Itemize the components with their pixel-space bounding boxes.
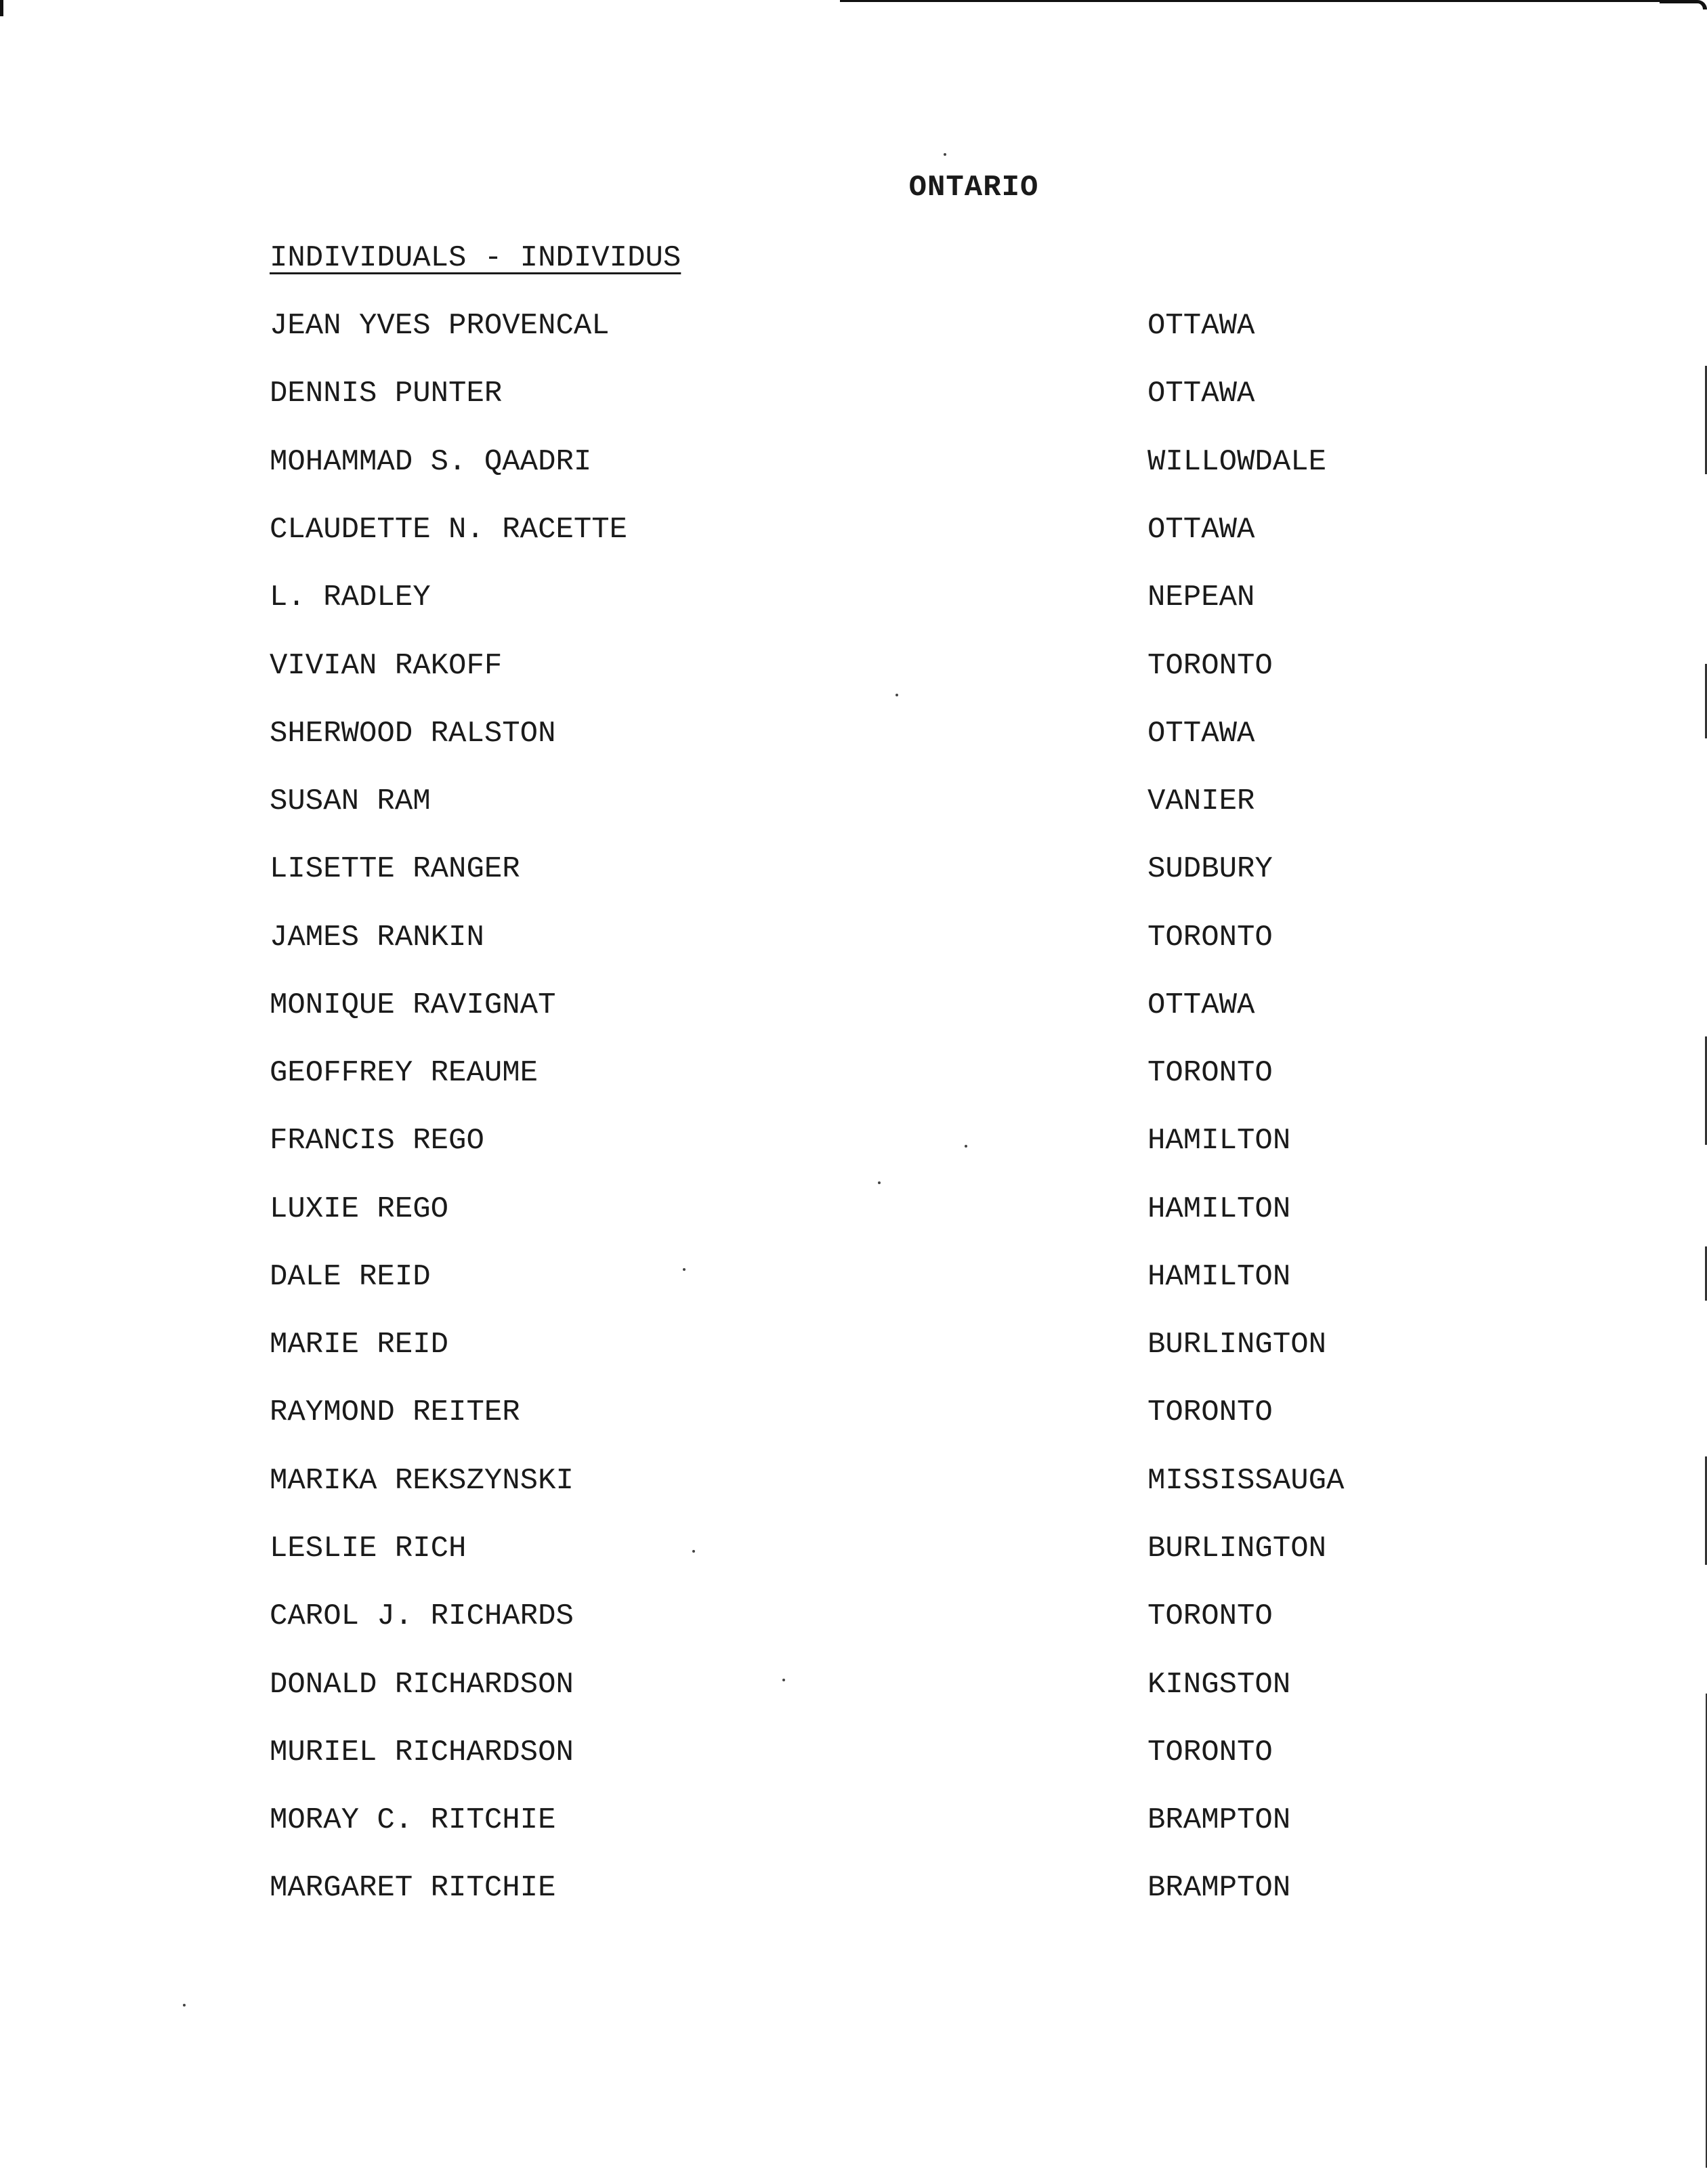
entry-city: OTTAWA xyxy=(1147,377,1255,411)
entry-name: CLAUDETTE N. RACETTE xyxy=(270,513,628,547)
scan-speck xyxy=(944,153,946,156)
entry-name: JEAN YVES PROVENCAL xyxy=(270,309,610,343)
list-item xyxy=(0,921,1707,961)
entry-city: SUDBURY xyxy=(1147,852,1273,886)
entry-name: MARGARET RITCHIE xyxy=(270,1871,556,1905)
entry-city: BRAMPTON xyxy=(1147,1803,1291,1837)
entry-city: HAMILTON xyxy=(1147,1192,1291,1226)
entry-city: OTTAWA xyxy=(1147,988,1255,1022)
entry-city: TORONTO xyxy=(1147,1736,1273,1769)
entry-city: TORONTO xyxy=(1147,921,1273,954)
entry-city: NEPEAN xyxy=(1147,581,1255,614)
entry-city: WILLOWDALE xyxy=(1147,445,1327,479)
list-item xyxy=(0,377,1707,417)
entry-city: TORONTO xyxy=(1147,1395,1273,1429)
entry-city: MISSISSAUGA xyxy=(1147,1464,1345,1498)
entry-city: TORONTO xyxy=(1147,1599,1273,1633)
entry-name: GEOFFREY REAUME xyxy=(270,1056,539,1090)
list-item xyxy=(0,1260,1707,1301)
entry-city: BRAMPTON xyxy=(1147,1871,1291,1905)
scan-speck xyxy=(183,2004,186,2007)
entry-name: MONIQUE RAVIGNAT xyxy=(270,988,556,1022)
entry-name: LESLIE RICH xyxy=(270,1532,467,1566)
entry-name: CAROL J. RICHARDS xyxy=(270,1599,574,1633)
entry-city: HAMILTON xyxy=(1147,1260,1291,1294)
entry-city: TORONTO xyxy=(1147,649,1273,683)
list-item xyxy=(0,1736,1707,1776)
list-item xyxy=(0,784,1707,825)
entry-city: OTTAWA xyxy=(1147,717,1255,751)
list-item xyxy=(0,1464,1707,1505)
scan-corner-mark xyxy=(1660,0,1707,9)
list-item xyxy=(0,1668,1707,1708)
list-item xyxy=(0,1124,1707,1164)
entry-city: BURLINGTON xyxy=(1147,1532,1327,1566)
entry-city: OTTAWA xyxy=(1147,513,1255,547)
list-item xyxy=(0,1056,1707,1097)
entry-name: MOHAMMAD S. QAADRI xyxy=(270,445,592,479)
list-item xyxy=(0,1803,1707,1844)
list-item xyxy=(0,309,1707,350)
scan-edge-mark xyxy=(0,0,3,16)
list-item xyxy=(0,988,1707,1029)
entry-name: VIVIAN RAKOFF xyxy=(270,649,503,683)
scan-speck xyxy=(878,1181,881,1184)
list-item xyxy=(0,513,1707,553)
entry-name: JAMES RANKIN xyxy=(270,921,484,954)
section-heading: INDIVIDUALS - INDIVIDUS xyxy=(270,241,681,275)
entry-city: OTTAWA xyxy=(1147,309,1255,343)
entry-name: DALE REID xyxy=(270,1260,431,1294)
entry-city: KINGSTON xyxy=(1147,1668,1291,1702)
entry-name: MURIEL RICHARDSON xyxy=(270,1736,574,1769)
list-item xyxy=(0,649,1707,690)
entry-name: FRANCIS REGO xyxy=(270,1124,484,1158)
entry-name: L. RADLEY xyxy=(270,581,431,614)
list-item xyxy=(0,1871,1707,1912)
entry-name: SHERWOOD RALSTON xyxy=(270,717,556,751)
entry-name: LUXIE REGO xyxy=(270,1192,449,1226)
entry-city: HAMILTON xyxy=(1147,1124,1291,1158)
entry-name: MORAY C. RITCHIE xyxy=(270,1803,556,1837)
scan-speck xyxy=(895,694,898,696)
entry-name: DONALD RICHARDSON xyxy=(270,1668,574,1702)
entry-name: RAYMOND REITER xyxy=(270,1395,520,1429)
list-item xyxy=(0,1395,1707,1436)
list-item xyxy=(0,852,1707,893)
list-item xyxy=(0,1192,1707,1233)
entry-city: BURLINGTON xyxy=(1147,1328,1327,1362)
entry-city: TORONTO xyxy=(1147,1056,1273,1090)
entry-name: DENNIS PUNTER xyxy=(270,377,503,411)
scan-top-edge-line xyxy=(840,0,1673,2)
list-item xyxy=(0,717,1707,757)
entry-city: VANIER xyxy=(1147,784,1255,818)
entry-name: MARIE REID xyxy=(270,1328,449,1362)
page-title: ONTARIO xyxy=(908,171,1039,205)
list-item xyxy=(0,1532,1707,1572)
list-item xyxy=(0,581,1707,621)
list-item xyxy=(0,445,1707,486)
entry-name: MARIKA REKSZYNSKI xyxy=(270,1464,574,1498)
entry-name: LISETTE RANGER xyxy=(270,852,520,886)
list-item xyxy=(0,1599,1707,1640)
list-item xyxy=(0,1328,1707,1368)
entry-name: SUSAN RAM xyxy=(270,784,431,818)
